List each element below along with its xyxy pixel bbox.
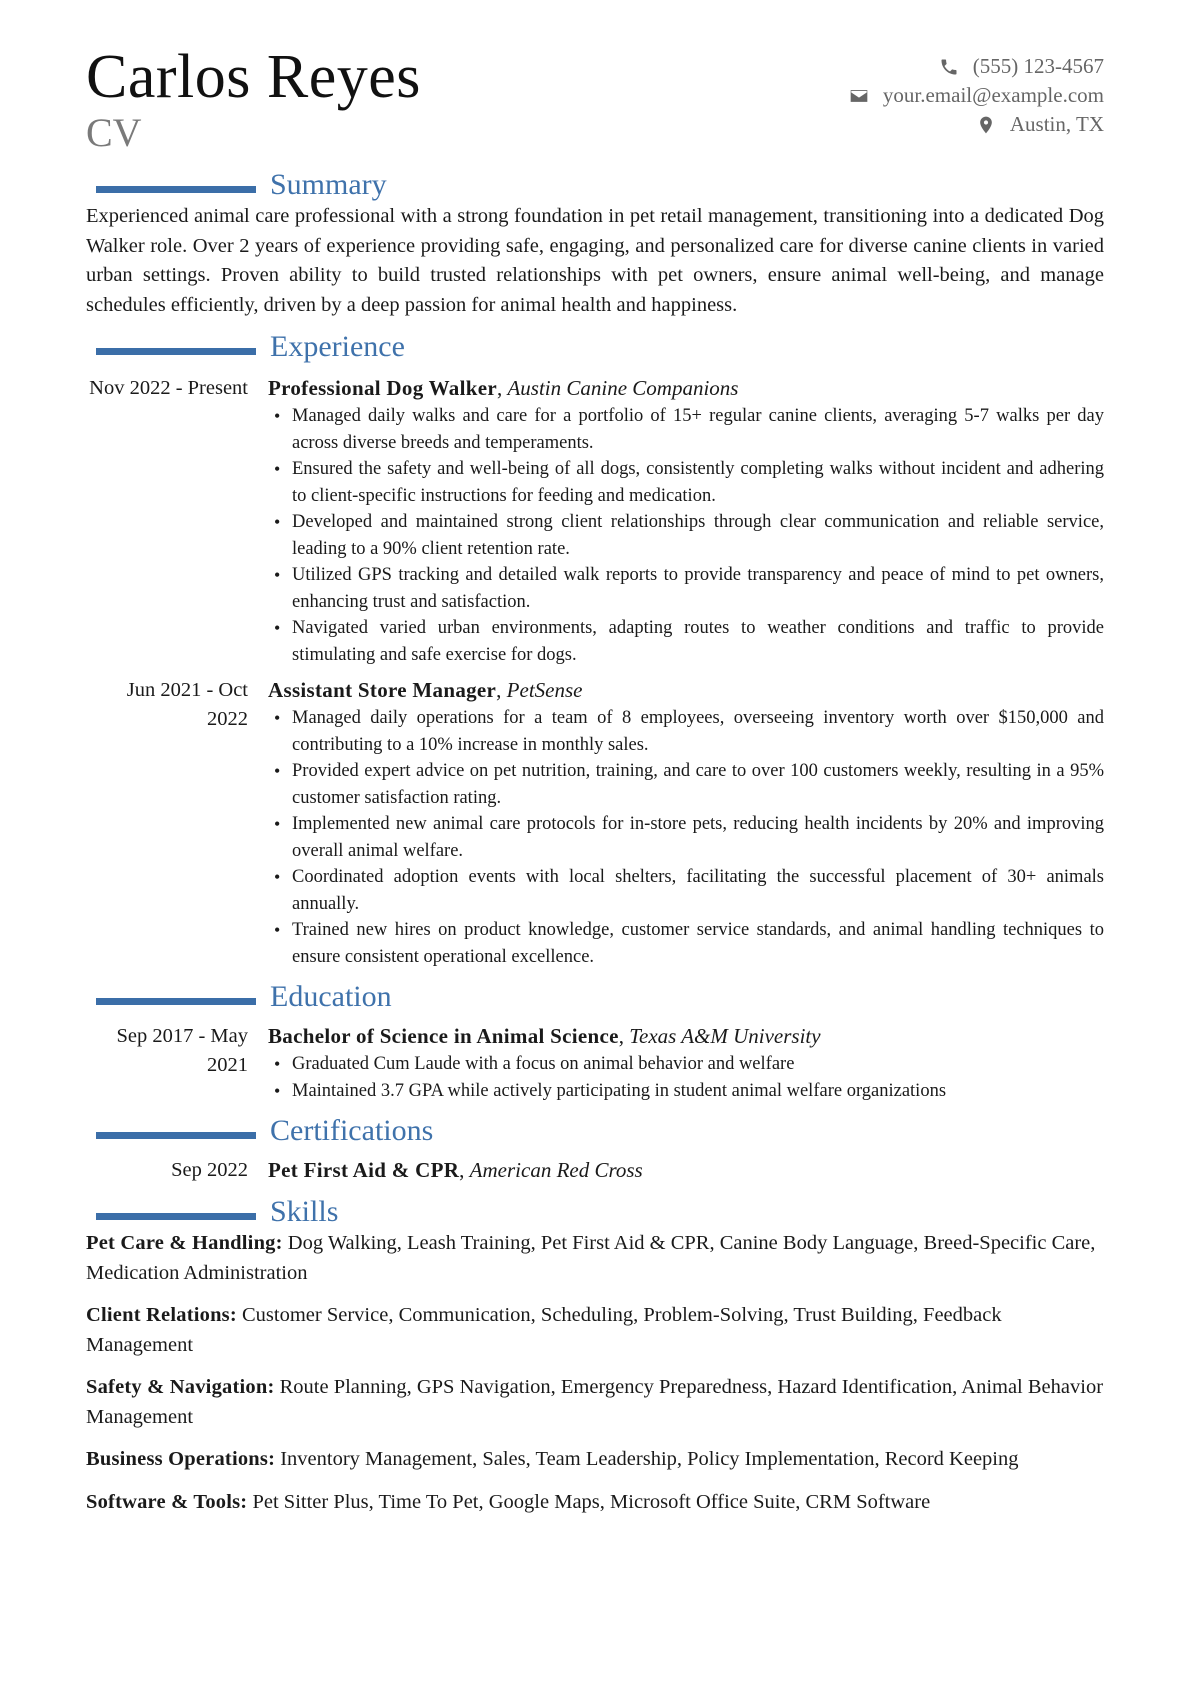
skill-values: Route Planning, GPS Navigation, Emergency Preparedness, Hazard Identification, Animal Behavior Management (86, 1376, 1104, 1428)
skill-values: Dog Walking, Leash Training, Pet First Aid & CPR, Canine Body Language, Breed-Specific Care, Medication Administration (86, 1232, 1096, 1284)
list-item: • Coordinated adoption events with local shelters, facilitating the successful placement of 30+ animals annually. (268, 864, 1104, 917)
employer: Austin Canine Companions (507, 376, 739, 400)
skill-values: Inventory Management, Sales, Team Leadership, Policy Implementation, Record Keeping (280, 1448, 1019, 1470)
entry-title: Bachelor of Science in Animal Science, Texas A&M University (268, 1024, 821, 1048)
bullet-list (268, 1051, 1104, 1104)
section-divider-bar (96, 186, 256, 193)
employer: PetSense (506, 678, 583, 702)
skill-category: Business Operations: (86, 1448, 276, 1470)
skill-values: Pet Sitter Plus, Time To Pet, Google Maps, Microsoft Office Suite, CRM Software (252, 1490, 931, 1513)
phone-text: (555) 123-4567 (972, 54, 1104, 78)
entry-date: Jun 2021 - Oct 2022 (126, 679, 248, 730)
bullet-list (268, 403, 1104, 668)
entry-body (268, 1022, 1104, 1104)
issuer: American Red Cross (469, 1158, 643, 1182)
institution: Texas A&M University (629, 1024, 821, 1048)
job-role: Assistant Store Manager (268, 678, 497, 702)
phone-icon (939, 57, 959, 77)
experience-entry (86, 374, 1104, 668)
email-link[interactable]: your.email@example.com (882, 83, 1104, 107)
skills-list (86, 1229, 1104, 1517)
bullet-list (268, 705, 1104, 970)
section-title: Skills (270, 1195, 339, 1228)
experience-entry (86, 676, 1104, 970)
entry-body (268, 1156, 1104, 1185)
location-text: Austin, TX (1009, 112, 1104, 136)
list-item: • Ensured the safety and well-being of all dogs, consistently completing walks without incident and adhering to client-specific instructions for feeding and medication. (268, 456, 1104, 509)
skill-category: Client Relations: (86, 1304, 237, 1326)
section-title: Experience (270, 330, 405, 363)
list-item: • Utilized GPS tracking and detailed walk reports to provide transparency and peace of mind to pet owners, enhancing trust and satisfaction. (268, 562, 1104, 615)
list-item: • Navigated varied urban environments, adapting routes to weather conditions and traffic to provide stimulating and safe exercise for dogs. (268, 615, 1104, 668)
education-heading (86, 976, 1104, 1014)
person-name: Carlos Reyes (86, 43, 421, 111)
skill-row (86, 1488, 1104, 1518)
skill-row (86, 1229, 1104, 1288)
entry-title: Pet First Aid & CPR, American Red Cross (268, 1158, 643, 1182)
skill-row (86, 1301, 1104, 1360)
certifications-heading (86, 1110, 1104, 1148)
section-divider-bar (96, 348, 256, 355)
section-title: Summary (270, 168, 387, 201)
contact-location-row (849, 110, 1104, 139)
cv-page (86, 40, 1104, 1530)
skill-row (86, 1445, 1104, 1475)
entry-title: Assistant Store Manager, PetSense (268, 678, 583, 702)
map-pin-icon (976, 115, 996, 135)
experience-heading (86, 326, 1104, 364)
contact-phone-row (849, 52, 1104, 81)
section-title: Education (270, 980, 392, 1013)
list-item: • Managed daily walks and care for a portfolio of 15+ regular canine clients, averaging 5-7 walks per day across diverse breeds and temperaments. (268, 403, 1104, 456)
section-title: Certifications (270, 1114, 434, 1147)
entry-body (268, 676, 1104, 970)
entry-title: Professional Dog Walker, Austin Canine Companions (268, 376, 739, 400)
section-divider-bar (96, 1132, 256, 1139)
certification-entry (86, 1156, 1104, 1185)
list-item: • Trained new hires on product knowledge, customer service standards, and animal handling techniques to ensure consistent operational excellence. (268, 917, 1104, 970)
contact-info (849, 52, 1104, 139)
list-item: • Implemented new animal care protocols for in-store pets, reducing health incidents by 20% and improving overall animal welfare. (268, 811, 1104, 864)
list-item: • Graduated Cum Laude with a focus on animal behavior and welfare (268, 1051, 1104, 1078)
list-item: • Maintained 3.7 GPA while actively participating in student animal welfare organizations (268, 1078, 1104, 1105)
entry-date: Nov 2022 - Present (89, 377, 248, 399)
entry-date: Sep 2017 - May 2021 (116, 1025, 248, 1076)
list-item: • Developed and maintained strong client relationships through clear communication and reliable service, leading to a 90% client retention rate. (268, 509, 1104, 562)
job-role: Professional Dog Walker (268, 376, 497, 400)
summary-text: Experienced animal care professional with a strong foundation in pet retail management, transitioning into a dedicated Dog Walker role. Over 2 years of experience providing safe, engaging, and personalized care for diverse canine clients in varied urban settings. Proven ability to build trusted relationships with pet owners, ensure animal well-being, and manage schedules efficiently, driven by a deep passion for animal health and happiness. (86, 205, 1104, 316)
summary-heading (86, 164, 1104, 202)
list-item: • Provided expert advice on pet nutrition, training, and care to over 100 customers weekly, resulting in a 95% customer satisfaction rating. (268, 758, 1104, 811)
entry-body (268, 374, 1104, 668)
contact-email-row[interactable] (849, 81, 1104, 110)
degree: Bachelor of Science in Animal Science (268, 1024, 619, 1048)
section-divider-bar (96, 998, 256, 1005)
certification-name: Pet First Aid & CPR (268, 1158, 460, 1182)
envelope-icon (849, 86, 869, 106)
section-divider-bar (96, 1213, 256, 1220)
skills-heading (86, 1191, 1104, 1229)
skill-category: Pet Care & Handling: (86, 1232, 283, 1254)
list-item: • Managed daily operations for a team of 8 employees, overseeing inventory worth over $150,000 and contributing to a 10% increase in monthly sales. (268, 705, 1104, 758)
education-entry (86, 1022, 1104, 1104)
skill-values: Customer Service, Communication, Scheduling, Problem-Solving, Trust Building, Feedback Management (86, 1304, 1002, 1356)
skill-category: Software & Tools: (86, 1490, 248, 1513)
document-subtitle: CV (86, 110, 142, 155)
cv-header (86, 40, 1104, 158)
entry-date: Sep 2022 (171, 1159, 248, 1181)
skill-row (86, 1373, 1104, 1432)
skill-category: Safety & Navigation: (86, 1376, 275, 1398)
